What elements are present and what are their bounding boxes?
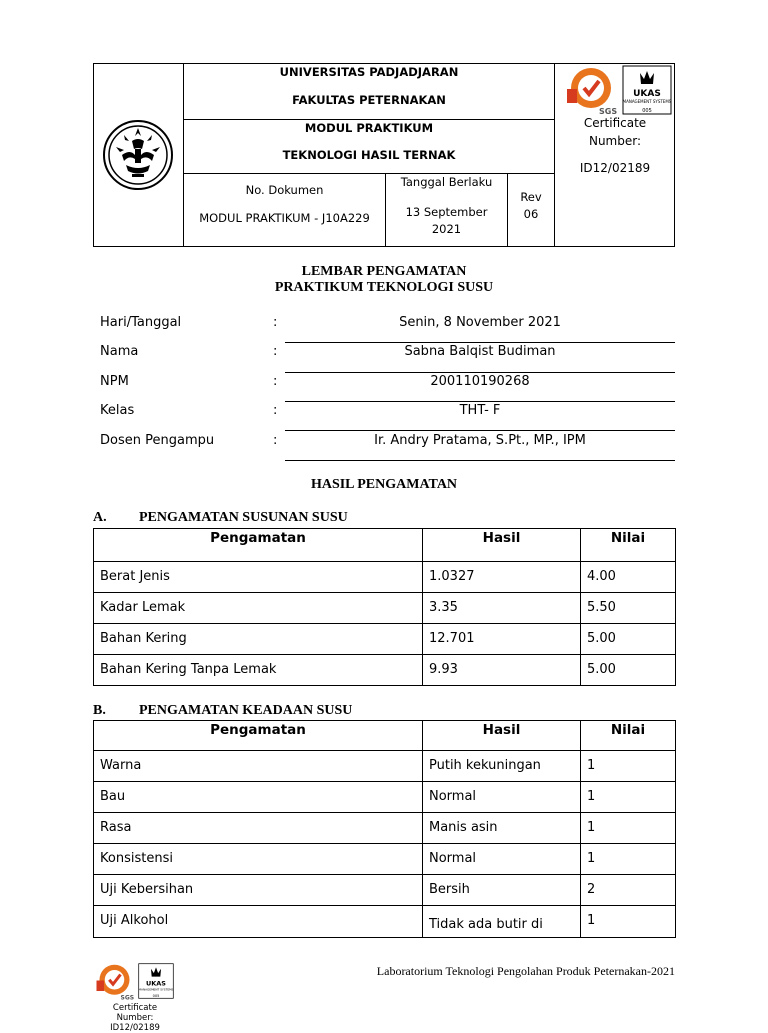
info-value-date: Senin, 8 November 2021	[399, 315, 561, 330]
rev-value: 06	[523, 207, 539, 221]
section-a-heading	[93, 510, 348, 526]
info-colon: :	[273, 344, 278, 359]
info-colon: :	[273, 403, 278, 418]
table-cell: Rasa	[94, 813, 423, 844]
table-cell: 2	[581, 875, 676, 906]
table-row	[94, 813, 676, 844]
table-cell: Warna	[94, 751, 423, 782]
info-value-class: THT- F	[459, 403, 501, 418]
info-value-npm: 200110190268	[430, 374, 530, 389]
svg-text:005: 005	[152, 993, 160, 998]
course-name: TEKNOLOGI HASIL TERNAK	[282, 148, 456, 162]
table-cell: 3.35	[423, 593, 581, 624]
module-name: MODUL PRAKTIKUM	[304, 121, 434, 135]
table-row	[94, 593, 676, 624]
table-cell: Normal	[423, 782, 581, 813]
table-row	[94, 782, 676, 813]
svg-text:MANAGEMENT SYSTEMS: MANAGEMENT SYSTEMS	[138, 987, 174, 992]
sgs-logo-icon	[95, 961, 137, 1003]
info-label: NPM	[100, 374, 129, 389]
column-header: Nilai	[581, 721, 676, 751]
table-row	[94, 875, 676, 906]
svg-text:005: 005	[642, 108, 652, 114]
table-cell: Normal	[423, 844, 581, 875]
table-cell: 5.00	[581, 624, 676, 655]
document-header	[93, 63, 675, 247]
info-value-lecturer: Ir. Andry Pratama, S.Pt., MP., IPM	[374, 433, 586, 448]
effective-date: 13 September 2021	[405, 205, 488, 236]
table-cell: 1	[581, 751, 676, 782]
footer-cert-label: Certificate Number:	[112, 1003, 158, 1023]
table-cell: Uji Alkohol	[94, 906, 423, 938]
column-header: Pengamatan	[94, 721, 423, 751]
sheet-title: LEMBAR PENGAMATAN	[301, 264, 467, 279]
info-colon: :	[273, 374, 278, 389]
footer-certification-logo	[95, 961, 175, 1033]
info-colon: :	[273, 433, 278, 448]
table-cell: Tidak ada butir di	[423, 906, 581, 938]
info-value-name: Sabna Balqist Budiman	[404, 344, 556, 359]
table-row	[94, 655, 676, 686]
university-logo-icon	[102, 119, 174, 191]
svg-text:UKAS: UKAS	[146, 979, 166, 988]
table-row	[94, 906, 676, 938]
footer-cert-number: ID12/02189	[110, 1023, 160, 1033]
table-cell: Konsistensi	[94, 844, 423, 875]
table-cell: 1	[581, 813, 676, 844]
doc-number: MODUL PRAKTIKUM - J10A229	[199, 211, 370, 225]
table-cell: Manis asin	[423, 813, 581, 844]
section-b-letter: B.	[93, 703, 106, 718]
svg-text:UKAS: UKAS	[633, 89, 661, 99]
table-milk-condition	[93, 720, 676, 938]
table-cell: Kadar Lemak	[94, 593, 423, 624]
table-row	[94, 624, 676, 655]
ukas-logo-icon	[138, 961, 174, 1001]
table-cell: 1.0327	[423, 562, 581, 593]
rev-label: Rev	[520, 190, 542, 204]
column-header: Pengamatan	[94, 529, 423, 562]
table-cell: Bahan Kering	[94, 624, 423, 655]
info-colon: :	[273, 315, 278, 330]
certificate-label: Certificate Number:	[583, 116, 647, 148]
table-milk-composition	[93, 528, 676, 686]
info-label: Nama	[100, 344, 139, 359]
section-a-title: PENGAMATAN SUSUNAN SUSU	[139, 510, 348, 525]
column-header: Hasil	[423, 721, 581, 751]
doc-number-label: No. Dokumen	[245, 183, 324, 197]
svg-text:SGS: SGS	[120, 994, 135, 1002]
info-label: Kelas	[100, 403, 135, 418]
table-cell: Bahan Kering Tanpa Lemak	[94, 655, 423, 686]
section-b-title: PENGAMATAN KEADAAN SUSU	[139, 703, 353, 718]
info-label: Dosen Pengampu	[100, 433, 215, 448]
column-header: Nilai	[581, 529, 676, 562]
university-name: UNIVERSITAS PADJADJARAN	[279, 65, 459, 79]
table-row	[94, 844, 676, 875]
faculty-name: FAKULTAS PETERNAKAN	[292, 93, 446, 107]
effective-date-label: Tanggal Berlaku	[400, 175, 493, 189]
section-b-heading	[93, 703, 352, 719]
certificate-number: ID12/02189	[579, 161, 651, 175]
svg-text:SGS: SGS	[599, 107, 618, 116]
column-header: Hasil	[423, 529, 581, 562]
ukas-logo-icon	[622, 65, 672, 115]
table-cell: 12.701	[423, 624, 581, 655]
table-cell: 1	[581, 782, 676, 813]
sheet-subtitle: PRAKTIKUM TEKNOLOGI SUSU	[274, 280, 494, 295]
table-cell: 1	[581, 906, 676, 938]
section-a-letter: A.	[93, 510, 107, 525]
table-cell: 5.00	[581, 655, 676, 686]
table-cell: Uji Kebersihan	[94, 875, 423, 906]
table-cell: 5.50	[581, 593, 676, 624]
table-cell: Putih kekuningan	[423, 751, 581, 782]
table-cell: Bau	[94, 782, 423, 813]
table-cell: 9.93	[423, 655, 581, 686]
results-title: HASIL PENGAMATAN	[310, 477, 458, 492]
table-row	[94, 751, 676, 782]
info-label: Hari/Tanggal	[100, 315, 182, 330]
table-cell: Berat Jenis	[94, 562, 423, 593]
table-row	[94, 562, 676, 593]
footer-lab-name: Laboratorium Teknologi Pengolahan Produk Peternakan-2021	[376, 964, 675, 978]
table-cell: Bersih	[423, 875, 581, 906]
table-cell: 4.00	[581, 562, 676, 593]
sgs-logo-icon	[565, 66, 621, 116]
table-cell: 1	[581, 844, 676, 875]
svg-text:MANAGEMENT SYSTEMS: MANAGEMENT SYSTEMS	[622, 99, 672, 104]
